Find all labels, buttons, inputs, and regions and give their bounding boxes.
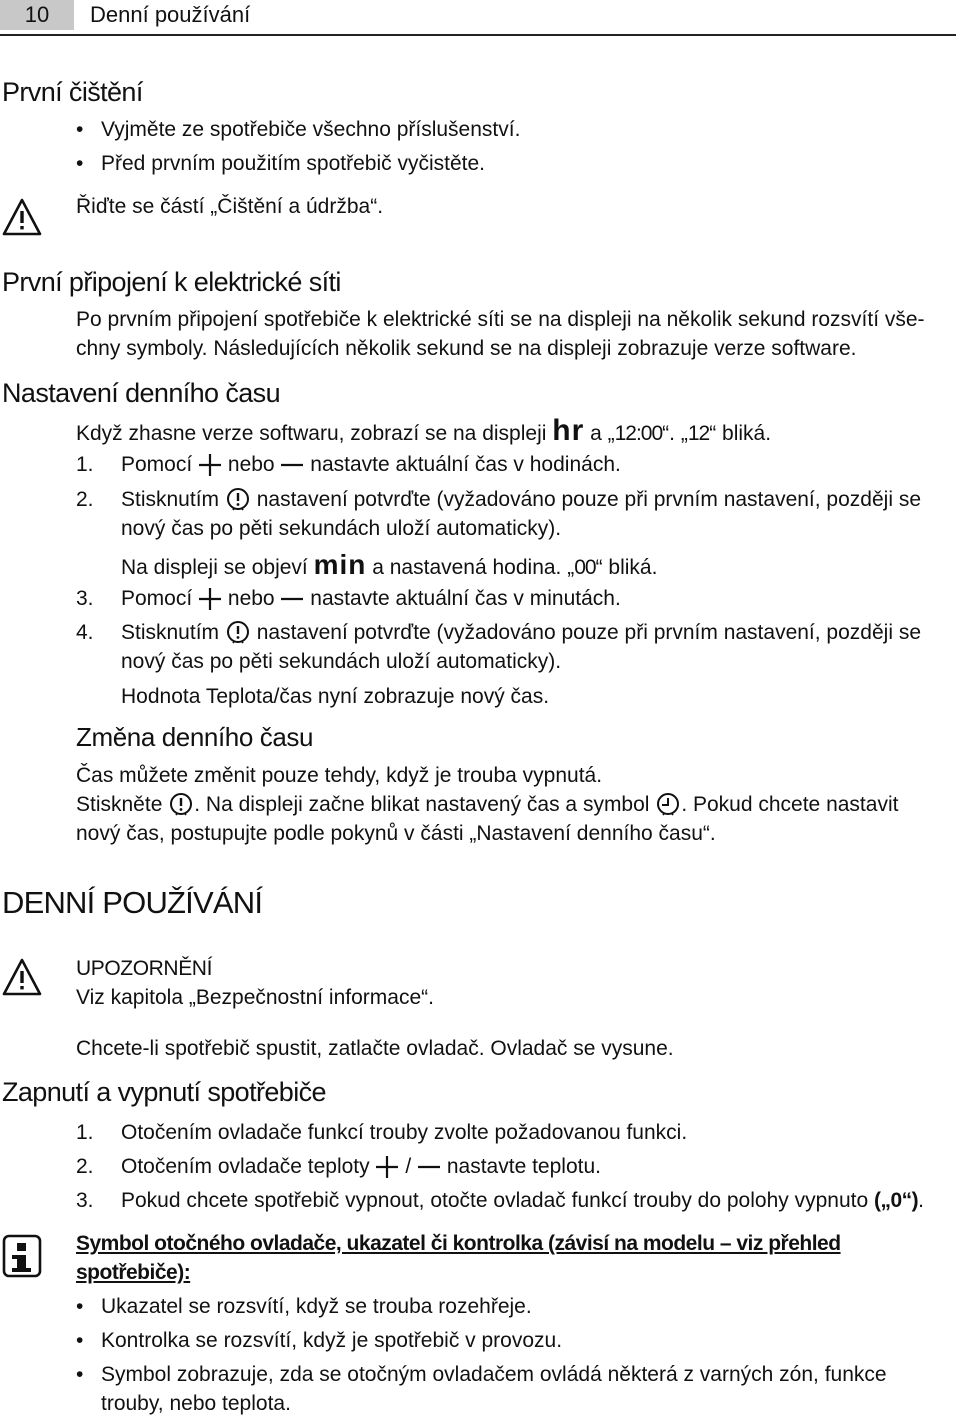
step-number: 2. — [76, 1155, 94, 1178]
list-item: Kontrolka se rozsvítí, když je spotřebič v provozu. — [101, 1329, 563, 1352]
step-text — [121, 487, 921, 513]
section-title-first-cleaning: První čištění — [2, 77, 143, 107]
paragraph-line — [76, 414, 772, 447]
step-note: Hodnota Teplota/čas nyní zobrazuje nový čas. — [121, 685, 550, 708]
plus-icon — [198, 453, 222, 477]
paragraph-line: Po prvním připojení spotřebiče k elektrické síti se na displeji na několik sekund rozsvítí vše- — [76, 308, 925, 331]
off-position-value: („0“) — [873, 1189, 919, 1212]
warning-icon — [2, 197, 42, 237]
text: nastavte aktuální čas v hodinách. — [310, 453, 621, 476]
text: . — [918, 1189, 924, 1212]
section-title-time-setting: Nastavení denního času — [2, 378, 280, 408]
clock-button-icon — [225, 487, 251, 513]
text: . Na displeji začne blikat nastavený čas a symbol — [194, 793, 650, 816]
text: Stiskněte — [76, 793, 163, 816]
minus-icon — [280, 587, 304, 611]
text: nebo — [227, 587, 275, 610]
list-item: Ukazatel se rozsvítí, když se trouba rozehřeje. — [101, 1295, 532, 1318]
list-item: Symbol zobrazuje, zda se otočným ovladačem ovládá některá z varných zón, funkce — [101, 1363, 887, 1386]
text: “ bliká. — [709, 422, 772, 445]
list-item: Vyjměte ze spotřebiče všechno příslušenství. — [101, 118, 521, 141]
text: Stisknutím — [121, 488, 220, 511]
display-value: 00 — [574, 556, 596, 579]
chapter-title-daily-use: DENNÍ POUŽÍVÁNÍ — [2, 885, 263, 920]
paragraph-line: Čas můžete změnit pouze tehdy, když je trouba vypnutá. — [76, 764, 603, 787]
text: / — [405, 1155, 412, 1178]
warning-text: Viz kapitola „Bezpečnostní informace“. — [76, 986, 434, 1009]
text: Pokud chcete spotřebič vypnout, otočte ovladač funkcí trouby do polohy vypnuto — [121, 1189, 869, 1212]
bullet-dot: • — [76, 1363, 84, 1386]
bullet-dot: • — [76, 1329, 84, 1352]
warning-title: UPOZORNĚNÍ — [76, 957, 213, 980]
step-number: 1. — [76, 1121, 94, 1144]
step-text — [121, 1188, 924, 1214]
min-display-symbol: min — [313, 549, 367, 580]
section-title-first-connection: První připojení k elektrické síti — [2, 267, 341, 297]
text: a „ — [590, 422, 615, 445]
step-number: 1. — [76, 453, 94, 476]
step-text — [121, 586, 621, 612]
text: nastavte aktuální čas v minutách. — [310, 587, 621, 610]
step-text: nový čas po pěti sekundách uloží automaticky). — [121, 650, 562, 673]
text: nebo — [227, 453, 275, 476]
step-number: 2. — [76, 488, 94, 511]
display-value: 12 — [687, 422, 710, 445]
minus-icon — [417, 1155, 441, 1179]
clock-button-icon — [225, 620, 251, 646]
text: “. „ — [662, 422, 688, 445]
warning-icon — [2, 957, 42, 997]
clock-button-icon — [168, 792, 194, 818]
text: Pomocí — [121, 453, 193, 476]
info-title: Symbol otočného ovladače, ukazatel či kontrolka (závisí na modelu – viz přehled — [76, 1232, 841, 1255]
list-item: trouby, nebo teplota. — [101, 1392, 291, 1415]
page-number: 10 — [0, 0, 74, 30]
step-text — [121, 452, 621, 478]
paragraph-line: Chcete-li spotřebič spustit, zatlačte ovladač. Ovladač se vysune. — [76, 1037, 674, 1060]
plus-icon — [375, 1155, 399, 1179]
clock-symbol-icon — [655, 792, 681, 818]
header-rule — [0, 34, 956, 36]
bullet-dot: • — [76, 118, 84, 141]
text: nastavení potvrďte (vyžadováno pouze při prvním nastavení, později se — [256, 488, 921, 511]
warning-text: Řiďte se částí „Čištění a údržba“. — [76, 195, 384, 218]
bullet-dot: • — [76, 152, 84, 175]
minus-icon — [280, 453, 304, 477]
step-text: nový čas po pěti sekundách uloží automaticky). — [121, 517, 562, 540]
text: Když zhasne verze softwaru, zobrazí se na displeji — [76, 422, 547, 445]
info-icon — [2, 1234, 42, 1278]
step-text — [121, 1154, 601, 1180]
text: Na displeji se objeví — [121, 556, 308, 579]
step-note — [121, 549, 658, 581]
paragraph-line: chny symboly. Následujících několik sekund se na displeji zobrazuje verze software. — [76, 337, 857, 360]
display-value: 12:00 — [614, 422, 663, 445]
text: nastavte teplotu. — [446, 1155, 601, 1178]
bullet-dot: • — [76, 1295, 84, 1318]
running-title: Denní používání — [90, 2, 251, 27]
step-text: Otočením ovladače funkcí trouby zvolte požadovanou funkci. — [121, 1121, 688, 1144]
step-text — [121, 620, 921, 646]
step-number: 4. — [76, 621, 94, 644]
text: . Pokud chcete nastavit — [681, 793, 899, 816]
hr-display-symbol: hr — [552, 414, 585, 447]
section-title-change-time: Změna denního času — [76, 722, 314, 752]
text: Stisknutím — [121, 621, 220, 644]
info-title: spotřebiče): — [76, 1261, 191, 1284]
text: nastavení potvrďte (vyžadováno pouze při prvním nastavení, později se — [256, 621, 921, 644]
text: Pomocí — [121, 587, 193, 610]
paragraph-line: nový čas, postupujte podle pokynů v části „Nastavení denního času“. — [76, 822, 716, 845]
section-title-on-off: Zapnutí a vypnutí spotřebiče — [2, 1077, 326, 1107]
step-number: 3. — [76, 587, 94, 610]
plus-icon — [198, 587, 222, 611]
text: “ bliká. — [595, 556, 658, 579]
text: Otočením ovladače teploty — [121, 1155, 370, 1178]
step-number: 3. — [76, 1189, 94, 1212]
list-item: Před prvním použitím spotřebič vyčistěte. — [101, 152, 485, 175]
text: a nastavená hodina. „ — [372, 556, 575, 579]
paragraph-line — [76, 792, 898, 818]
